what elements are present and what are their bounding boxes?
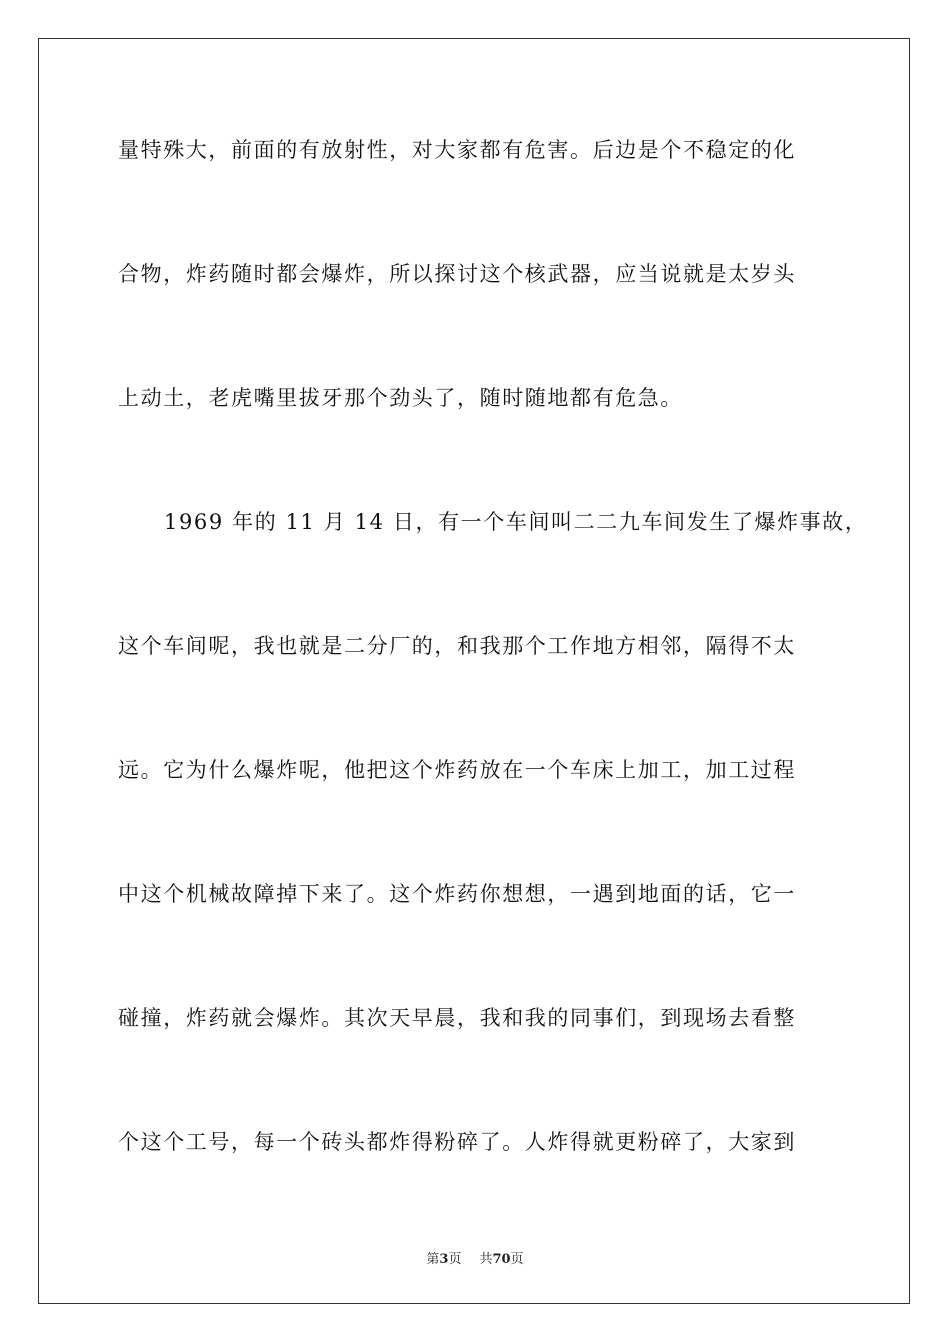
text-line-6: 远。它为什么爆炸呢，他把这个炸药放在一个车床上加工，加工过程 <box>118 758 796 782</box>
total-pages: 70 <box>492 1252 511 1267</box>
page-prefix: 第 <box>426 1252 440 1267</box>
page-number: 3 <box>439 1252 449 1267</box>
text-line-5: 这个车间呢，我也就是二分厂的，和我那个工作地方相邻，隔得不太 <box>118 634 796 658</box>
page-border <box>38 38 910 1304</box>
text-line-2: 合物，炸药随时都会爆炸，所以探讨这个核武器，应当说就是太岁头 <box>118 262 796 286</box>
page-footer <box>0 1248 950 1267</box>
total-prefix: 共 <box>479 1252 493 1267</box>
text-line-3: 上动土，老虎嘴里拔牙那个劲头了，随时随地都有危急。 <box>118 386 683 410</box>
text-line-9: 个这个工号，每一个砖头都炸得粉碎了。人炸得就更粉碎了，大家到 <box>118 1130 796 1154</box>
text-line-7: 中这个机械故障掉下来了。这个炸药你想想，一遇到地面的话，它一 <box>118 882 796 906</box>
total-suffix: 页 <box>510 1252 524 1267</box>
text-line-8: 碰撞，炸药就会爆炸。其次天早晨，我和我的同事们，到现场去看整 <box>118 1006 796 1030</box>
text-line-4: 1969 年的 11 月 14 日，有一个车间叫二二九车间发生了爆炸事故， <box>164 510 868 534</box>
text-line-1: 量特殊大，前面的有放射性，对大家都有危害。后边是个不稳定的化 <box>118 138 796 162</box>
page-suffix: 页 <box>448 1252 462 1267</box>
